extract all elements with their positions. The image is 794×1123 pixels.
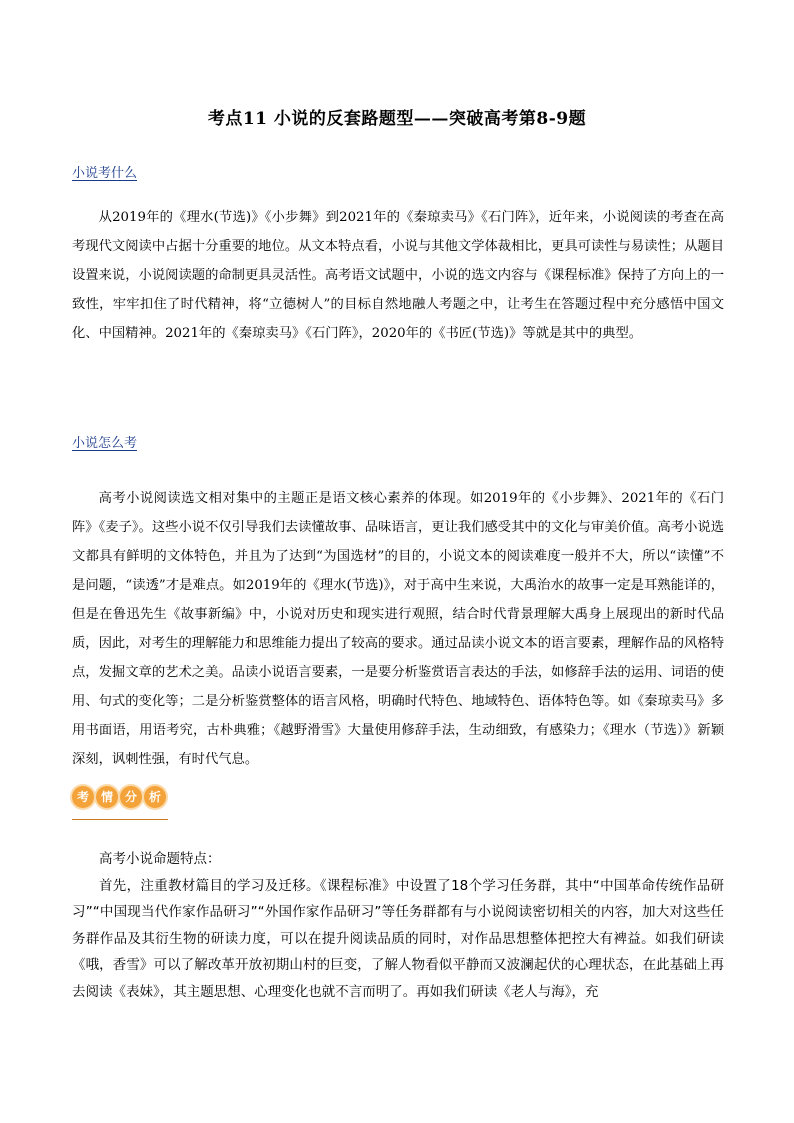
section-paragraph-what: 从2019年的《理水(节选)》《小步舞》到2021年的《秦琼卖马》《石门阵》，近年来，小说阅读的考查在高考现代文阅读中占据十分重要的地位。从文本特点看，小说与其他文学体裁相比，更具可读性与易读性；从题目设置来说，小说阅读题的命制更具灵活性。高考语文试题中，小说的选文内容与《课程标准》保持了方向上的一致性，牢牢扣住了时代精神，将“立德树人”的目标自然地融人考题之中，让考生在答题过程中充分感悟中国文化、中国精神。2021年的《秦琼卖马》《石门阵》，2020年的《书匠(节选)》等就是其中的典型。 (72, 210, 724, 341)
analysis-paragraph: 首先，注重教材篇目的学习及迁移。《课程标准》中设置了18个学习任务群，其中“中国革命传统作品研习”“中国现当代作家作品研习”“外国作家作品研习”等任务群都有与小说阅读密切相关的内容，加大对这些任务群作品及其衍生物的研读力度，可以在提升阅读品质的同时，对作品思想整体把控大有裨益。如我们研读《哦，香雪》可以了解改革开放初期山村的巨变，了解人物看似平静而又波澜起伏的心理状态，在此基础上再去阅读《表妹》，其主题思想、心理变化也就不言而明了。再如我们研读《老人与海》，充 (72, 877, 724, 1000)
section-heading-what: 小说考什么 (72, 166, 138, 181)
badge-char: 析 (144, 786, 166, 808)
section-paragraph-how: 高考小说阅读选文相对集中的主题正是语文核心素养的体现。如2019年的《小步舞》、2021年的《石门阵》《麦子》。这些小说不仅引导我们去读懂故事、品味语言，更让我们感受其中的文化与审美价值。高考小说选文都具有鲜明的文体特色，并且为了达到“为国选材”的目的，小说文本的阅读难度一般并不大，所以“读懂”不是问题，“读透”才是难点。如2019年的《理水(节选)》，对于高中生来说，大禹治水的故事一定是耳熟能详的，但是在鲁迅先生《故事新编》中，小说对历史和现实进行观照，结合时代背景理解大禹身上展现出的新时代品质，因此，对考生的理解能力和思维能力提出了较高的要求。通过品读小说文本的语言要素，理解作品的风格特点，发掘文章的艺术之美。品读小说语言要素，一是要分析鉴赏语言表达的手法，如修辞手法的运用、词语的使用、句式的变化等；二是分析鉴赏整体的语言风格，明确时代特色、地域特色、语体特色等。如《秦琼卖马》多用书面语，用语考究，古朴典雅；《越野滑雪》大量使用修辞手法，生动细致，有感染力；《理水（节选）》新颖深刻，讽刺性强，有时代气息。 (72, 491, 724, 767)
badge-char: 情 (96, 786, 118, 808)
section-analysis (72, 846, 724, 1005)
section-badge (72, 786, 168, 826)
badge-underline (72, 819, 168, 820)
badge-chars (72, 786, 168, 808)
badge-char: 考 (72, 786, 94, 808)
page-title: 考点11 小说的反套路题型——突破高考第8-9题 (207, 109, 587, 129)
badge-char: 分 (120, 786, 142, 808)
analysis-intro: 高考小说命题特点： (99, 851, 221, 867)
section-heading-how: 小说怎么考 (72, 436, 138, 451)
